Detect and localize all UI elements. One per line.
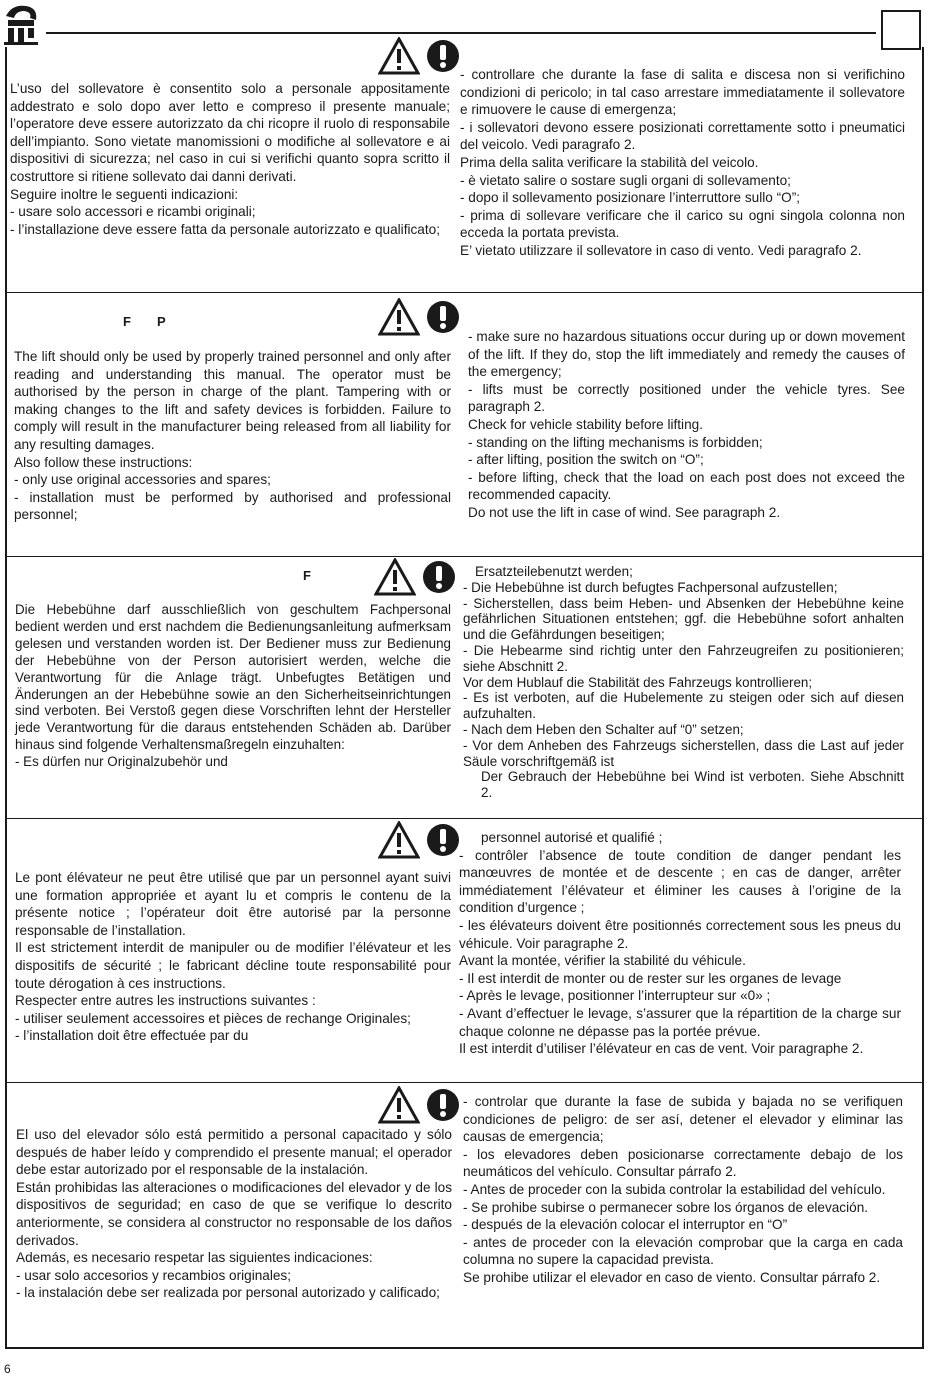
paragraph: - after lifting, position the switch on “O”;	[468, 452, 704, 468]
warning-icons	[378, 298, 460, 336]
page-number: 6	[4, 1362, 11, 1376]
warning-triangle-icon	[378, 1086, 420, 1124]
paragraph: Avant la montée, vérifier la stabilité du véhicule.	[459, 953, 746, 969]
paragraph: - before lifting, check that the load on each post does not exceed the recommended capacity.	[468, 469, 905, 503]
paragraph: - installation must be performed by authorised and professional personnel;	[14, 489, 451, 523]
paragraph: Además, es necesario respetar las siguientes indicaciones:	[16, 1250, 373, 1266]
paragraph: Seguire inoltre le seguenti indicazioni:	[10, 186, 239, 202]
paragraph: - Sicherstellen, dass beim Heben- und Absenken der Hebebühne keine gefährlichen Situationen entstehen; ggf. die Hebebühne sofort anhalten und die Gefährdungen beseitigen;	[463, 595, 904, 643]
section-divider	[5, 292, 922, 293]
paragraph: - è vietato salire o sostare sugli organi di sollevamento;	[460, 172, 791, 188]
paragraph: - Vor dem Anheben des Fahrzeugs sicherstellen, dass die Last auf jeder Säule vorschriftgemäß ist	[463, 737, 904, 769]
italian-right-column	[460, 66, 905, 260]
header-box	[881, 10, 921, 50]
paragraph: Se prohibe utilizar el elevador en caso de viento. Consultar párrafo 2.	[463, 1269, 881, 1285]
paragraph: personnel autorisé et qualifié ;	[481, 830, 663, 845]
section-divider	[5, 1082, 922, 1083]
heading-letter: F	[303, 568, 311, 583]
spanish-right-column	[463, 1093, 903, 1287]
paragraph: - lifts must be correctly positioned under the vehicle tyres. See paragraph 2.	[468, 381, 905, 415]
section-divider	[5, 818, 922, 819]
paragraph: Der Gebrauch der Hebebühne bei Wind ist verboten. Siehe Abschnitt 2.	[481, 769, 904, 801]
paragraph: - Antes de proceder con la subida controlar la estabilidad del vehículo.	[463, 1181, 886, 1197]
paragraph: Do not use the lift in case of wind. See paragraph 2.	[468, 504, 781, 520]
warning-triangle-icon	[378, 821, 420, 859]
paragraph: Le pont élévateur ne peut être utilisé que par un personnel ayant suivi une formation appropriée et ayant lu et compris le contenu de la présente notice ; l’opérateur doit être autorisé par la personne responsable de l’installation.	[15, 870, 451, 938]
paragraph: - only use original accessories and spares;	[14, 472, 271, 488]
paragraph: Respecter entre autres les instructions suivantes :	[15, 993, 316, 1009]
paragraph: Die Hebebühne darf ausschließlich von geschultem Fachpersonal bedient werden und erst nachdem die Bedienungsanleitung aufmerksam gelesen und verstanden worden ist. Der Bediener muss zur Bedienung der Hebebühne von der Person autorisiert werden, welche die Verantwortung für die Anlage trägt. Unbefugtes Betätigen und Änderungen an der Hebebühne sowie an den Sicherheitseinrichtungen sind verboten. Bei Verstoß gegen diese Vorschriften lehnt der Hersteller jede Verantwortung für die daraus entstehenden Schäden ab. Darüber hinaus sind folgende Verhaltensmaßregeln einzuhalten:	[15, 602, 451, 753]
paragraph: - i sollevatori devono essere posizionati correttamente sotto i pneumatici del veicolo. Vedi paragrafo 2.	[460, 119, 905, 153]
exclamation-circle-icon	[422, 560, 456, 594]
warning-triangle-icon	[378, 37, 420, 75]
italian-left-column	[10, 80, 450, 238]
header-rule	[46, 32, 876, 34]
paragraph: Están prohibidas las alteraciones o modificaciones del elevador y de los dispositivos de seguridad; en caso de que se verifique lo descrito anteriormente, se considera al constructor no responsable de los daños derivados.	[16, 1179, 452, 1248]
french-right-column	[459, 829, 901, 1058]
paragraph: - Nach dem Heben den Schalter auf “0” setzen;	[463, 721, 744, 737]
warning-icons	[378, 37, 460, 75]
paragraph: - Il est interdit de monter ou de rester sur les organes de levage	[459, 970, 842, 986]
german-right-column	[463, 564, 904, 801]
paragraph: - dopo il sollevamento posizionare l’interruttore sullo “O”;	[460, 190, 800, 206]
paragraph: - usar solo accesorios y recambios originales;	[16, 1267, 292, 1283]
warning-icons	[378, 1086, 460, 1124]
paragraph: E’ vietato utilizzare il sollevatore in caso di vento. Vedi paragrafo 2.	[460, 242, 862, 258]
english-right-column	[468, 328, 905, 522]
paragraph: The lift should only be used by properly trained personnel and only after reading and understanding this manual. The operator must be authorised by the person in charge of the plant. Tampering with or making changes to the lift and safety devices is forbidden. Failure to comply will result in the manufacturer being released from all liability for any resulting damages.	[14, 349, 451, 452]
section-divider	[5, 556, 922, 557]
warning-triangle-icon	[374, 558, 416, 596]
heading-letter: F	[123, 314, 131, 329]
spanish-left-column	[16, 1126, 452, 1302]
paragraph: - la instalación debe ser realizada por personal autorizado y calificado;	[16, 1285, 440, 1301]
brand-logo	[2, 2, 42, 46]
paragraph: - l’installation doit être effectuée par du	[15, 1028, 249, 1044]
section-heading	[303, 568, 337, 583]
paragraph: - utiliser seulement accessoires et pièces de rechange Originales;	[15, 1010, 411, 1026]
paragraph: - l’installazione deve essere fatta da personale autorizzato e qualificato;	[10, 221, 440, 237]
paragraph: Vor dem Hublauf die Stabilität des Fahrzeugs kontrollieren;	[463, 674, 813, 690]
paragraph: - contrôler l’absence de toute condition de danger pendant les manœuvres de montée et de descente ; en cas de danger, arrêter immédiatement l’élévateur et éliminer les causes à l’origine de la condition d’urgence ;	[459, 847, 901, 916]
paragraph: - standing on the lifting mechanisms is forbidden;	[468, 434, 763, 450]
paragraph: - Die Hebearme sind richtig unter den Fahrzeugreifen zu positionieren; siehe Abschnitt 2.	[463, 642, 904, 674]
warning-icons	[378, 821, 460, 859]
french-left-column	[15, 869, 451, 1045]
paragraph: El uso del elevador sólo está permitido a personal capacitado y sólo después de haber leído y comprendido el presente manual; el operador debe estar autorizado por el responsable de la instalación.	[16, 1127, 452, 1178]
paragraph: L’uso del sollevatore è consentito solo a personale appositamente addestrato e solo dopo aver letto e compreso il presente manuale; l’operatore deve essere autorizzato da chi ricopre il ruolo di responsabile dell’impianto. Sono vietate manomissioni o modifiche al sollevatore e ai dispositivi di sicurezza; nel caso in cui si verifichi quanto sopra scritto il costruttore si ritiene sollevato dai danni derivati.	[10, 81, 450, 184]
section-heading	[123, 314, 192, 329]
paragraph: Il est interdit d’utiliser l’élévateur en cas de vent. Voir paragraphe 2.	[459, 1041, 864, 1057]
paragraph: - Après le levage, positionner l’interrupteur sur «0» ;	[459, 988, 771, 1004]
paragraph: - controllare che durante la fase di salita e discesa non si verifichino condizioni di pericolo; in tal caso arrestare immediatamente il sollevatore e rimuovere le cause di emergenza;	[460, 67, 905, 118]
paragraph: - antes de proceder con la elevación comprobar que la carga en cada columna no supere la capacidad prevista.	[463, 1234, 903, 1268]
warning-icons	[374, 558, 456, 596]
paragraph: - make sure no hazardous situations occur during up or down movement of the lift. If they do, stop the lift immediately and remedy the causes of the emergency;	[468, 329, 905, 380]
paragraph: - prima di sollevare verificare che il carico su ogni singola colonna non ecceda la portata prevista.	[460, 207, 905, 241]
paragraph: - Es ist verboten, auf die Hubelemente zu steigen oder sich auf diesen aufzuhalten.	[463, 690, 904, 722]
paragraph: - los elevadores deben posicionarse correctamente debajo de los neumáticos del vehículo. Consultar párrafo 2.	[463, 1146, 903, 1180]
english-left-column	[14, 348, 451, 524]
german-left-column	[15, 602, 451, 771]
paragraph: - usare solo accessori e ricambi originali;	[10, 204, 256, 220]
paragraph: - les élévateurs doivent être positionnés correctement sous les pneus du véhicule. Voir paragraphe 2.	[459, 917, 901, 951]
paragraph: - controlar que durante la fase de subida y bajada no se verifiquen condiciones de peligro: de ser así, detener el elevador y eliminar las causas de emergencia;	[463, 1094, 903, 1145]
paragraph: - Avant d’effectuer le levage, s’assurer que la répartition de la charge sur chaque colonne ne dépasse pas la portée prévue.	[459, 1005, 901, 1039]
paragraph: - Es dürfen nur Originalzubehör und	[15, 754, 228, 770]
paragraph: Il est strictement interdit de manipuler ou de modifier l’élévateur et les dispositifs de sécurité ; le fabricant décline toute responsabilité pour toute dérogation à ces instructions.	[15, 940, 451, 991]
paragraph: Also follow these instructions:	[14, 454, 193, 470]
exclamation-circle-icon	[426, 1088, 460, 1122]
paragraph: - Se prohibe subirse o permanecer sobre los órganos de elevación.	[463, 1199, 869, 1215]
exclamation-circle-icon	[426, 300, 460, 334]
heading-letter: P	[156, 314, 166, 329]
exclamation-circle-icon	[426, 823, 460, 857]
paragraph: Prima della salita verificare la stabilità del veicolo.	[460, 154, 759, 170]
paragraph: - después de la elevación colocar el interruptor en “O”	[463, 1217, 788, 1233]
paragraph: - Die Hebebühne ist durch befugtes Fachpersonal aufzustellen;	[463, 579, 838, 595]
paragraph: Check for vehicle stability before lifting.	[468, 416, 703, 432]
exclamation-circle-icon	[426, 39, 460, 73]
warning-triangle-icon	[378, 298, 420, 336]
paragraph: Ersatzteilebenutzt werden;	[475, 564, 633, 579]
